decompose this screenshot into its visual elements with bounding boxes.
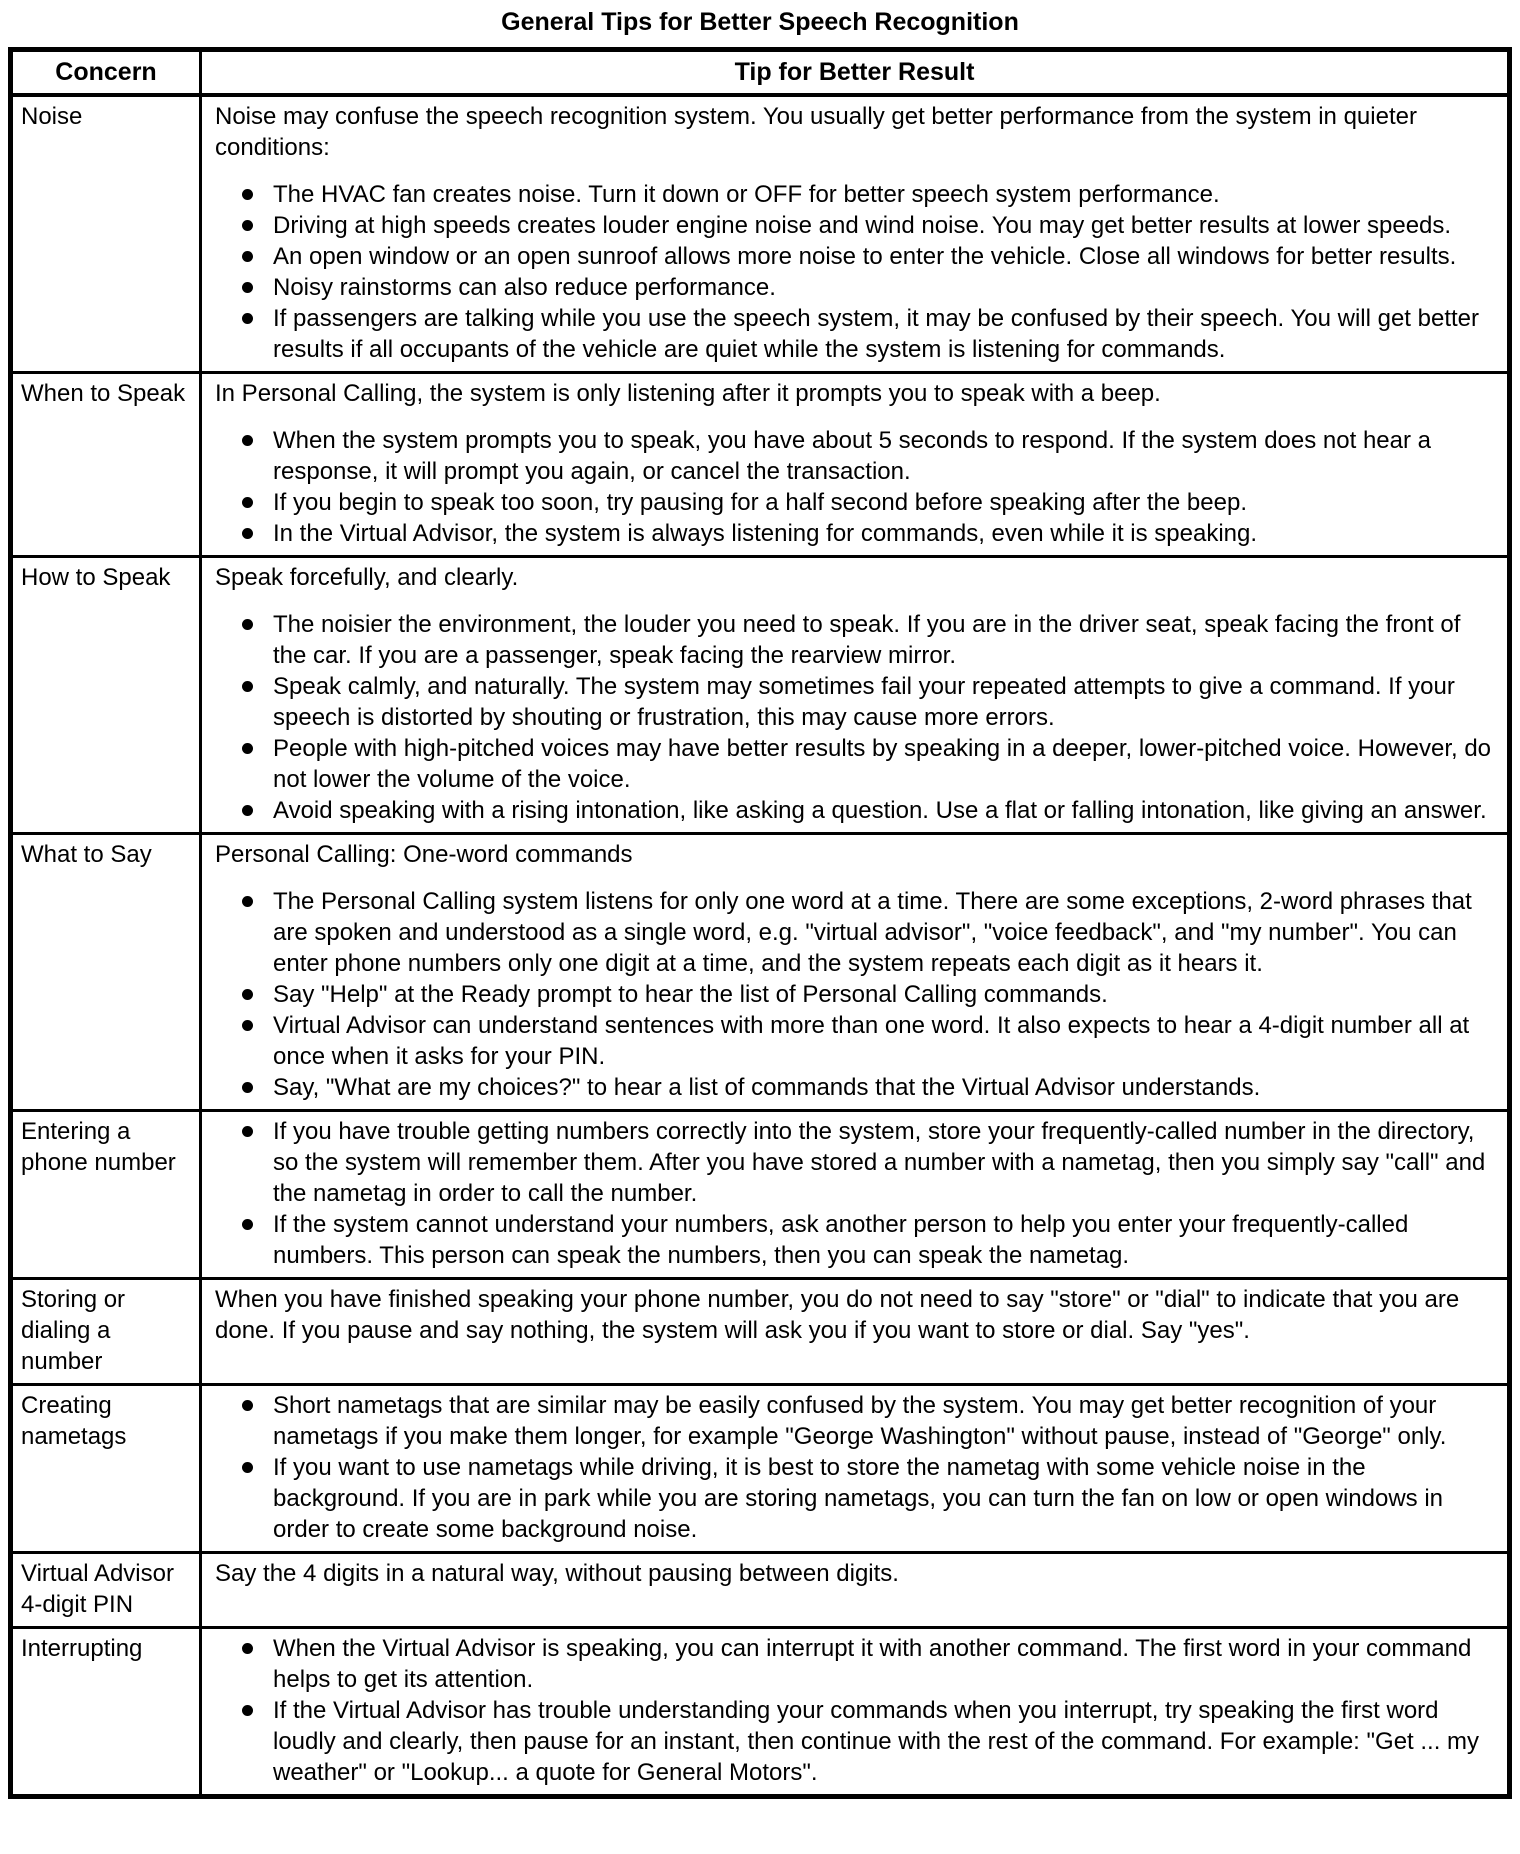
tip-bullet-list [242, 179, 1497, 365]
tip-cell [201, 1279, 1510, 1385]
tip-intro: In Personal Calling, the system is only listening after it prompts you to speak with a beep. [215, 380, 1161, 407]
tip-cell [201, 1111, 1510, 1279]
concern-cell: Creating nametags [11, 1385, 201, 1553]
tip-bullet: People with high-pitched voices may have better results by speaking in a deeper, lower-pitched voice. However, do not lower the volume of the voice. [242, 733, 1497, 795]
concern-cell: Entering a phone number [11, 1111, 201, 1279]
tip-bullet: Say "Help" at the Ready prompt to hear the list of Personal Calling commands. [242, 979, 1497, 1010]
tip-bullet: If passengers are talking while you use the speech system, it may be confused by their speech. You will get better results if all occupants of the vehicle are quiet while the system is listening for commands. [242, 303, 1497, 365]
tip-bullet: Noisy rainstorms can also reduce performance. [242, 272, 1497, 303]
tip-bullet: If the system cannot understand your numbers, ask another person to help you enter your frequently-called numbers. This person can speak the numbers, then you can speak the nametag. [242, 1209, 1497, 1271]
tip-bullet: In the Virtual Advisor, the system is always listening for commands, even while it is speaking. [242, 518, 1497, 549]
tip-bullet: Avoid speaking with a rising intonation, like asking a question. Use a flat or falling intonation, like giving an answer. [242, 795, 1497, 826]
tip-bullet: Driving at high speeds creates louder engine noise and wind noise. You may get better results at lower speeds. [242, 210, 1497, 241]
concern-cell: Interrupting [11, 1628, 201, 1797]
tip-bullet: When the Virtual Advisor is speaking, you can interrupt it with another command. The first word in your command helps to get its attention. [242, 1633, 1497, 1695]
tip-intro: Say the 4 digits in a natural way, without pausing between digits. [215, 1560, 899, 1587]
header-concern: Concern [11, 50, 201, 96]
tip-bullet-list [242, 1116, 1497, 1271]
header-row [11, 50, 1510, 96]
tip-bullet: Short nametags that are similar may be easily confused by the system. You may get better recognition of your nametags if you make them longer, for example "George Washington" without pause, instead of "George" only. [242, 1390, 1497, 1452]
concern-cell: Virtual Advisor 4-digit PIN [11, 1553, 201, 1628]
table-row-noise [11, 95, 1510, 373]
tip-bullet: If the Virtual Advisor has trouble understanding your commands when you interrupt, try speaking the first word loudly and clearly, then pause for an instant, then continue with the rest of the command. For example: "Get ... my weather" or "Lookup... a quote for General Motors". [242, 1695, 1497, 1788]
table-row-storing-or-dialing [11, 1279, 1510, 1385]
concern-cell: When to Speak [11, 373, 201, 557]
tip-cell [201, 373, 1510, 557]
tip-bullet: The Personal Calling system listens for only one word at a time. There are some exceptions, 2-word phrases that are spoken and understood as a single word, e.g. "virtual advisor", "voice feedback", and "my number". You can enter phone numbers only one digit at a time, and the system repeats each digit as it hears it. [242, 886, 1497, 979]
tips-table [8, 47, 1512, 1799]
tip-bullet: Say, "What are my choices?" to hear a list of commands that the Virtual Advisor understands. [242, 1072, 1497, 1103]
concern-cell: What to Say [11, 834, 201, 1111]
tip-bullet: Virtual Advisor can understand sentences with more than one word. It also expects to hear a 4-digit number all at once when it asks for your PIN. [242, 1010, 1497, 1072]
table-row-creating-nametags [11, 1385, 1510, 1553]
concern-cell: Noise [11, 95, 201, 373]
tip-cell [201, 1628, 1510, 1797]
concern-cell: Storing or dialing a number [11, 1279, 201, 1385]
tip-bullet-list [242, 1633, 1497, 1788]
tip-bullet-list [242, 1390, 1497, 1545]
tip-bullet-list [242, 425, 1497, 549]
tip-bullet-list [242, 609, 1497, 826]
tip-cell [201, 95, 1510, 373]
tip-bullet-list [242, 886, 1497, 1103]
table-row-entering-phone-number [11, 1111, 1510, 1279]
document-page [0, 8, 1520, 1854]
tip-bullet: Speak calmly, and naturally. The system may sometimes fail your repeated attempts to give a command. If your speech is distorted by shouting or frustration, this may cause more errors. [242, 671, 1497, 733]
tip-intro: Speak forcefully, and clearly. [215, 564, 519, 591]
tip-cell [201, 1553, 1510, 1628]
tip-bullet: An open window or an open sunroof allows more noise to enter the vehicle. Close all windows for better results. [242, 241, 1497, 272]
tip-bullet: When the system prompts you to speak, you have about 5 seconds to respond. If the system does not hear a response, it will prompt you again, or cancel the transaction. [242, 425, 1497, 487]
tip-intro: Personal Calling: One-word commands [215, 841, 633, 868]
tip-bullet: If you want to use nametags while driving, it is best to store the nametag with some vehicle noise in the background. If you are in park while you are storing nametags, you can turn the fan on low or open windows in order to create some background noise. [242, 1452, 1497, 1545]
concern-cell: How to Speak [11, 557, 201, 834]
tip-bullet: If you begin to speak too soon, try pausing for a half second before speaking after the beep. [242, 487, 1497, 518]
table-row-interrupting [11, 1628, 1510, 1797]
table-row-virtual-advisor-pin [11, 1553, 1510, 1628]
table-row-when-to-speak [11, 373, 1510, 557]
page-title: General Tips for Better Speech Recognition [501, 8, 1019, 36]
tip-intro: When you have finished speaking your phone number, you do not need to say "store" or "dial" to indicate that you are done. If you pause and say nothing, the system will ask you if you want to store or dial. Say "yes". [215, 1286, 1460, 1344]
table-row-what-to-say [11, 834, 1510, 1111]
table-row-how-to-speak [11, 557, 1510, 834]
tip-bullet: The HVAC fan creates noise. Turn it down or OFF for better speech system performance. [242, 179, 1497, 210]
tip-bullet: The noisier the environment, the louder you need to speak. If you are in the driver seat, speak facing the front of the car. If you are a passenger, speak facing the rearview mirror. [242, 609, 1497, 671]
header-tip: Tip for Better Result [201, 50, 1510, 96]
tip-intro: Noise may confuse the speech recognition system. You usually get better performance from the system in quieter conditions: [215, 103, 1417, 161]
tip-cell [201, 1385, 1510, 1553]
tip-cell [201, 557, 1510, 834]
tip-bullet: If you have trouble getting numbers correctly into the system, store your frequently-called number in the directory, so the system will remember them. After you have stored a number with a nametag, then you simply say "call" and the nametag in order to call the number. [242, 1116, 1497, 1209]
tip-cell [201, 834, 1510, 1111]
